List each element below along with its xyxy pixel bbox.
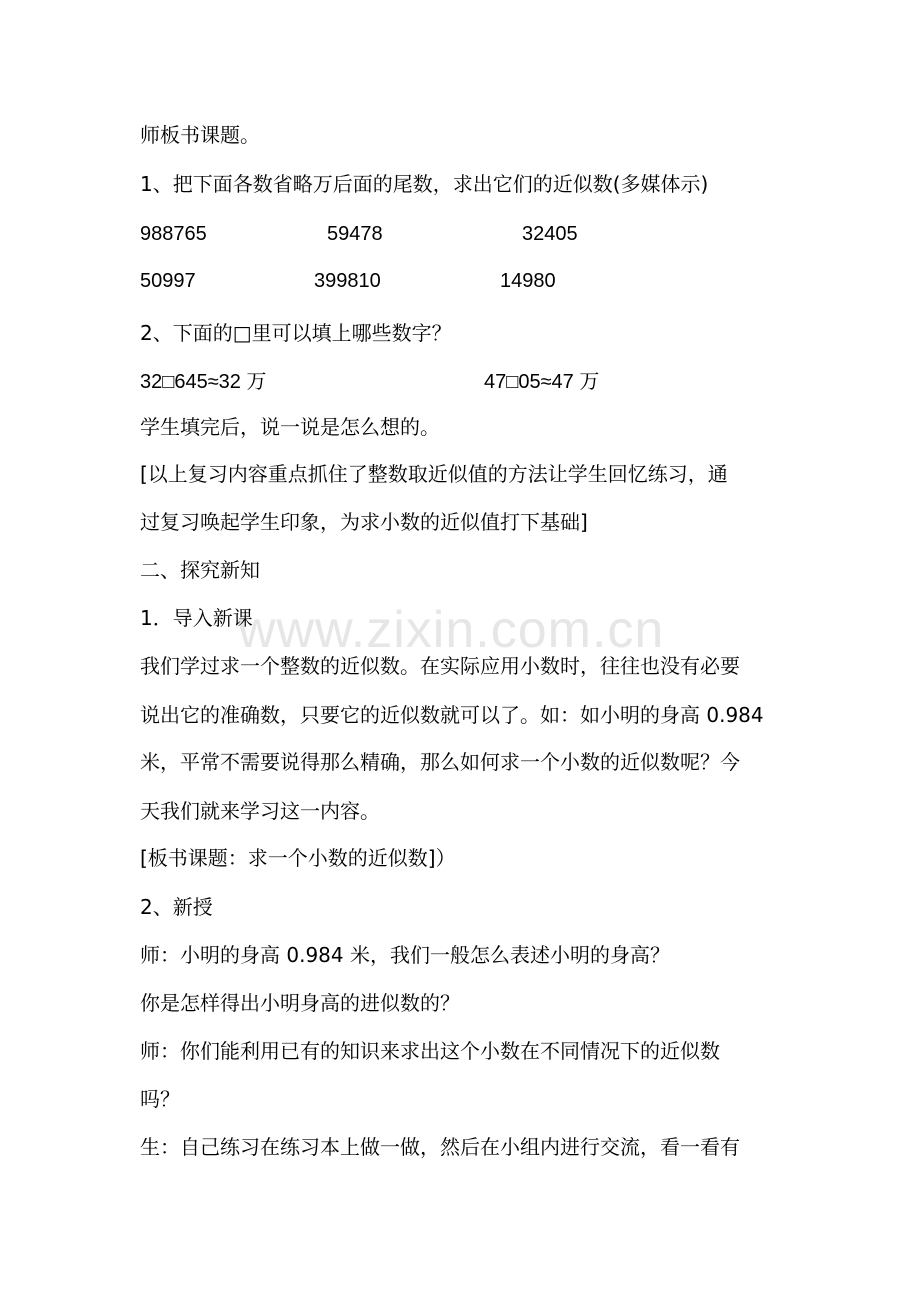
text-line: 我们学过求一个整数的近似数。在实际应用小数时，往往也没有必要 [140, 654, 740, 678]
text-line: 说出它的准确数，只要它的近似数就可以了。如：如小明的身高 0.984 [140, 703, 764, 727]
text-line: 过复习唤起学生印象，为求小数的近似值打下基础] [140, 510, 588, 534]
number-item: 50997 [140, 270, 196, 292]
number-item: 399810 [314, 270, 381, 292]
fill-item: 47□05≈47 万 [484, 371, 600, 393]
number-item: 14980 [500, 270, 556, 292]
number-item: 32405 [522, 223, 578, 245]
number-item: 988765 [140, 223, 207, 245]
text-line: 吗？ [140, 1087, 180, 1111]
text-line: [板书课题：求一个小数的近似数]） [140, 846, 456, 870]
text-line: 师：你们能利用已有的知识来求出这个小数在不同情况下的近似数 [140, 1039, 720, 1063]
text-line: 生：自己练习在练习本上做一做，然后在小组内进行交流，看一看有 [140, 1135, 740, 1159]
exercise-1-heading: 1、把下面各数省略万后面的尾数，求出它们的近似数(多媒体示) [140, 172, 709, 196]
watermark: www.zixin.com.cn [238, 601, 665, 659]
text-line: 师板书课题。 [140, 123, 260, 147]
text-line: 学生填完后，说一说是怎么想的。 [140, 415, 440, 439]
text-line: 师：小明的身高 0.984 米，我们一般怎么表述小明的身高？ [140, 943, 670, 967]
text-line: [以上复习内容重点抓住了整数取近似值的方法让学生回忆练习，通 [140, 462, 728, 486]
exercise-2-heading: 2、下面的□里可以填上哪些数字？ [140, 321, 452, 345]
text-line: 你是怎样得出小明身高的进似数的？ [140, 991, 460, 1015]
number-item: 59478 [327, 223, 383, 245]
fill-item: 32□645≈32 万 [140, 371, 267, 393]
text-line: 天我们就来学习这一内容。 [140, 799, 380, 823]
text-line: 米，平常不需要说得那么精确，那么如何求一个小数的近似数呢？今 [140, 750, 740, 774]
section-heading: 二、探究新知 [140, 558, 260, 582]
subsection-heading: 2、新授 [140, 895, 213, 919]
subsection-heading: 1．导入新课 [140, 606, 253, 630]
